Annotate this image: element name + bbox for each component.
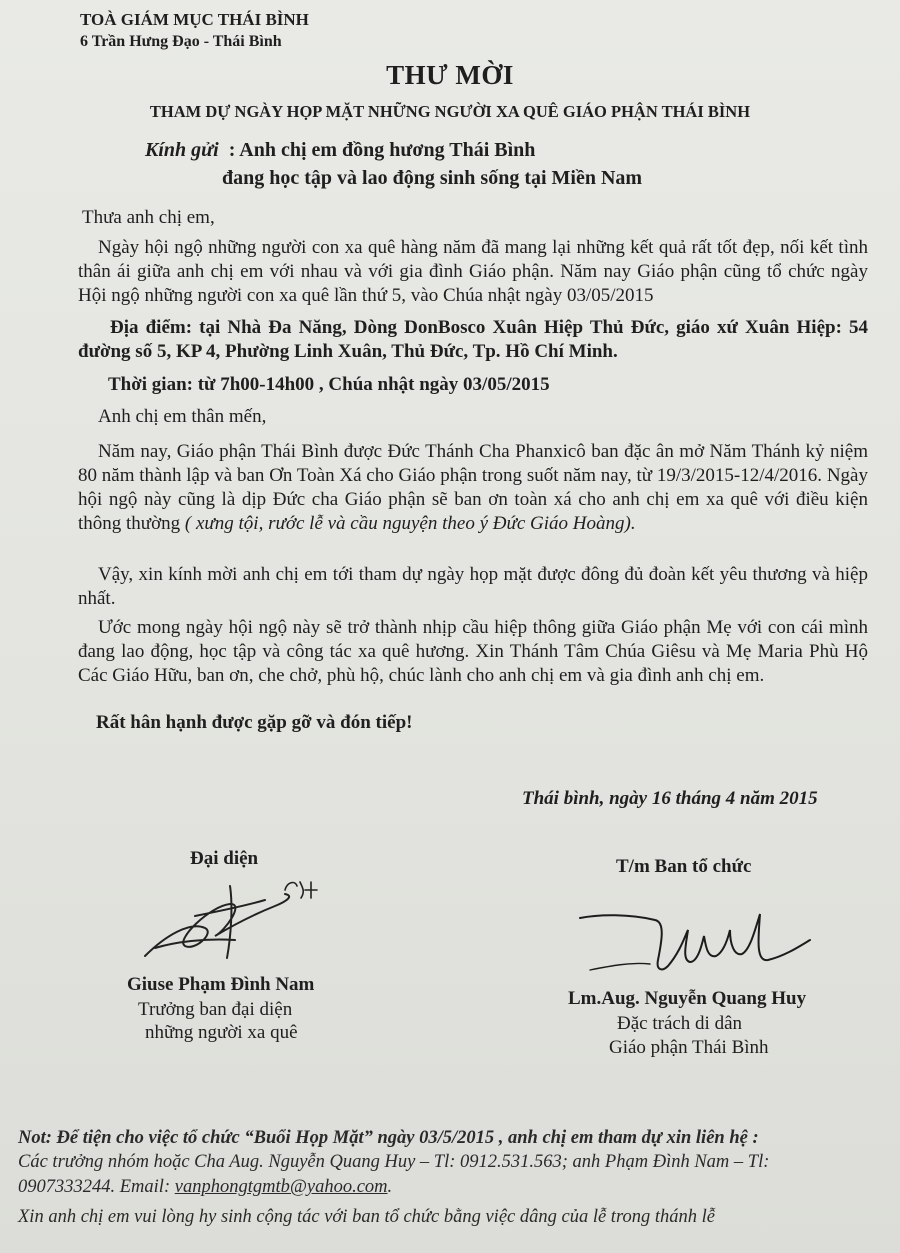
note-line-1: Not: Để tiện cho việc tổ chức “Buổi Họp Mặt” ngày 03/5/2015 , anh chị em tham dự xin liên hệ :	[18, 1128, 759, 1148]
left-signatory-name: Giuse Phạm Đình Nam	[127, 974, 315, 995]
letter-title: THƯ MỜI	[386, 60, 514, 90]
left-signatory-role-2: những người xa quê	[145, 1022, 298, 1043]
paragraph-3	[78, 563, 868, 611]
right-signature	[570, 900, 810, 990]
date-place: Thái bình, ngày 16 tháng 4 năm 2015	[522, 788, 818, 809]
letter-subtitle: THAM DỰ NGÀY HỌP MẶT NHỮNG NGƯỜI XA QUÊ GIÁO PHẬN THÁI BÌNH	[149, 102, 751, 121]
paragraph-2-italic: ( xưng tội, rước lễ và cầu nguyện theo ý Đức Giáo Hoàng).	[184, 513, 636, 534]
greeting-2: Anh chị em thân mến,	[98, 406, 267, 427]
note-event-name: Buổi Họp Mặt	[253, 1128, 364, 1148]
left-signature	[135, 876, 335, 966]
paragraph-1	[78, 236, 868, 308]
paragraph-3-text: Vậy, xin kính mời anh chị em tới tham dự ngày họp mặt được đông đủ đoàn kết yêu thương và hiệp nhất.	[78, 564, 868, 609]
addressee: Kính gửi : Anh chị em đồng hương Thái Bình	[145, 139, 536, 161]
right-signatory-title: T/m Ban tổ chức	[616, 856, 752, 877]
location	[78, 316, 868, 364]
paragraph-2-text: Năm nay, Giáo phận Thái Bình được Đức Thánh Cha Phanxicô ban đặc ân mở Năm Thánh kỷ niệm 80 năm thành lập và ban Ơn Toàn Xá cho Giáo phận trong suốt năm nay, từ 19/3/2015-12/4/2016. Ngày hội ngộ này cũng là dịp Đức cha Giáo phận sẽ ban ơn toàn xá cho anh chị em xa quê với điều kiện thông thường	[78, 441, 868, 534]
right-signatory-name: Lm.Aug. Nguyễn Quang Huy	[568, 988, 807, 1009]
right-signatory-role-1: Đặc trách di dân	[617, 1013, 743, 1034]
paragraph-4-text: Ước mong ngày hội ngộ này sẽ trở thành nhịp cầu hiệp thông giữa Giáo phận Mẹ với con cái mình đang lao động, học tập và công tác xa quê hương. Xin Thánh Tâm Chúa Giêsu và Mẹ Maria Phù Hộ Các Giáo Hữu, ban ơn, che chở, phù hộ, chúc lành cho anh chị em và gia đình anh chị em.	[78, 617, 868, 686]
org-address: 6 Trần Hưng Đạo - Thái Bình	[80, 33, 282, 50]
addressee-label: Kính gửi	[145, 139, 219, 161]
paragraph-4	[78, 616, 868, 688]
greeting: Thưa anh chị em,	[82, 207, 215, 228]
note-line-4: Xin anh chị em vui lòng hy sinh cộng tác với ban tổ chức bằng việc dâng của lễ trong thánh lễ	[18, 1207, 715, 1227]
note-line-2: Các trưởng nhóm hoặc Cha Aug. Nguyễn Quang Huy – Tl: 0912.531.563; anh Phạm Đình Nam – Tl:	[18, 1152, 770, 1172]
time: Thời gian: từ 7h00-14h00 , Chúa nhật ngày 03/05/2015	[108, 374, 550, 395]
right-signatory-role-2: Giáo phận Thái Bình	[609, 1037, 769, 1058]
closing-line: Rất hân hạnh được gặp gỡ và đón tiếp!	[96, 712, 413, 733]
note-label: Not:	[18, 1128, 52, 1148]
org-name: TOÀ GIÁM MỤC THÁI BÌNH	[80, 10, 309, 29]
note-line-3: 0907333244. Email: vanphongtgmtb@yahoo.com.	[18, 1177, 393, 1197]
contact-email-link[interactable]: vanphongtgmtb@yahoo.com	[174, 1177, 388, 1197]
paragraph-2	[78, 440, 868, 536]
left-signatory-title: Đại diện	[190, 848, 259, 869]
location-text: Địa điểm: tại Nhà Đa Năng, Dòng DonBosco Xuân Hiệp Thủ Đức, giáo xứ Xuân Hiệp: 54 đường số 5, KP 4, Phường Linh Xuân, Thủ Đức, Tp. Hồ Chí Minh.	[78, 317, 868, 362]
addressee-line1: Anh chị em đồng hương Thái Bình	[239, 139, 536, 161]
paragraph-1-text: Ngày hội ngộ những người con xa quê hàng năm đã mang lại những kết quả rất tốt đẹp, nối kết tình thân ái giữa anh chị em với nhau và với gia đình Giáo phận. Năm nay Giáo phận cũng tổ chức ngày Hội ngộ những người con xa quê lần thứ 5, vào Chúa nhật ngày 03/05/2015	[78, 237, 868, 306]
addressee-line2: đang học tập và lao động sinh sống tại Miền Nam	[222, 167, 643, 189]
left-signatory-role-1: Trưởng ban đại diện	[138, 999, 293, 1020]
